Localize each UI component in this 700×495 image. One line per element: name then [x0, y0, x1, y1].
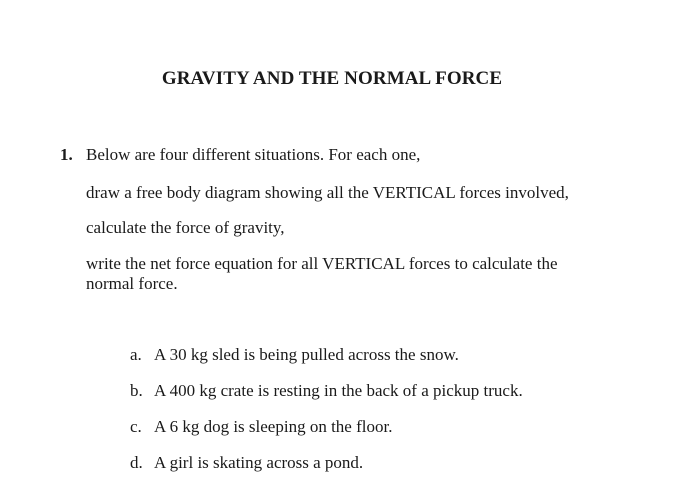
item-label: a.	[130, 345, 142, 364]
item-label: d.	[130, 453, 143, 472]
situation-item	[130, 345, 459, 365]
instruction-line: normal force.	[86, 274, 178, 293]
situation-item	[130, 381, 523, 401]
page-title: GRAVITY AND THE NORMAL FORCE	[161, 68, 503, 89]
instruction-line: calculate the force of gravity,	[86, 218, 285, 237]
item-text: A 6 kg dog is sleeping on the floor.	[154, 417, 393, 436]
situation-item	[130, 417, 392, 437]
item-text: A 30 kg sled is being pulled across the snow.	[154, 345, 459, 364]
item-label: c.	[130, 417, 142, 436]
item-label: b.	[130, 381, 143, 400]
instruction-line: draw a free body diagram showing all the VERTICAL forces involved,	[86, 183, 569, 202]
item-text: A girl is skating across a pond.	[154, 453, 364, 472]
item-text: A 400 kg crate is resting in the back of a pickup truck.	[154, 381, 523, 400]
instruction-line: write the net force equation for all VERTICAL forces to calculate the	[86, 254, 558, 273]
situation-item	[130, 453, 363, 473]
question-number: 1.	[60, 145, 73, 164]
instruction-line: Below are four different situations. For each one,	[86, 145, 421, 164]
